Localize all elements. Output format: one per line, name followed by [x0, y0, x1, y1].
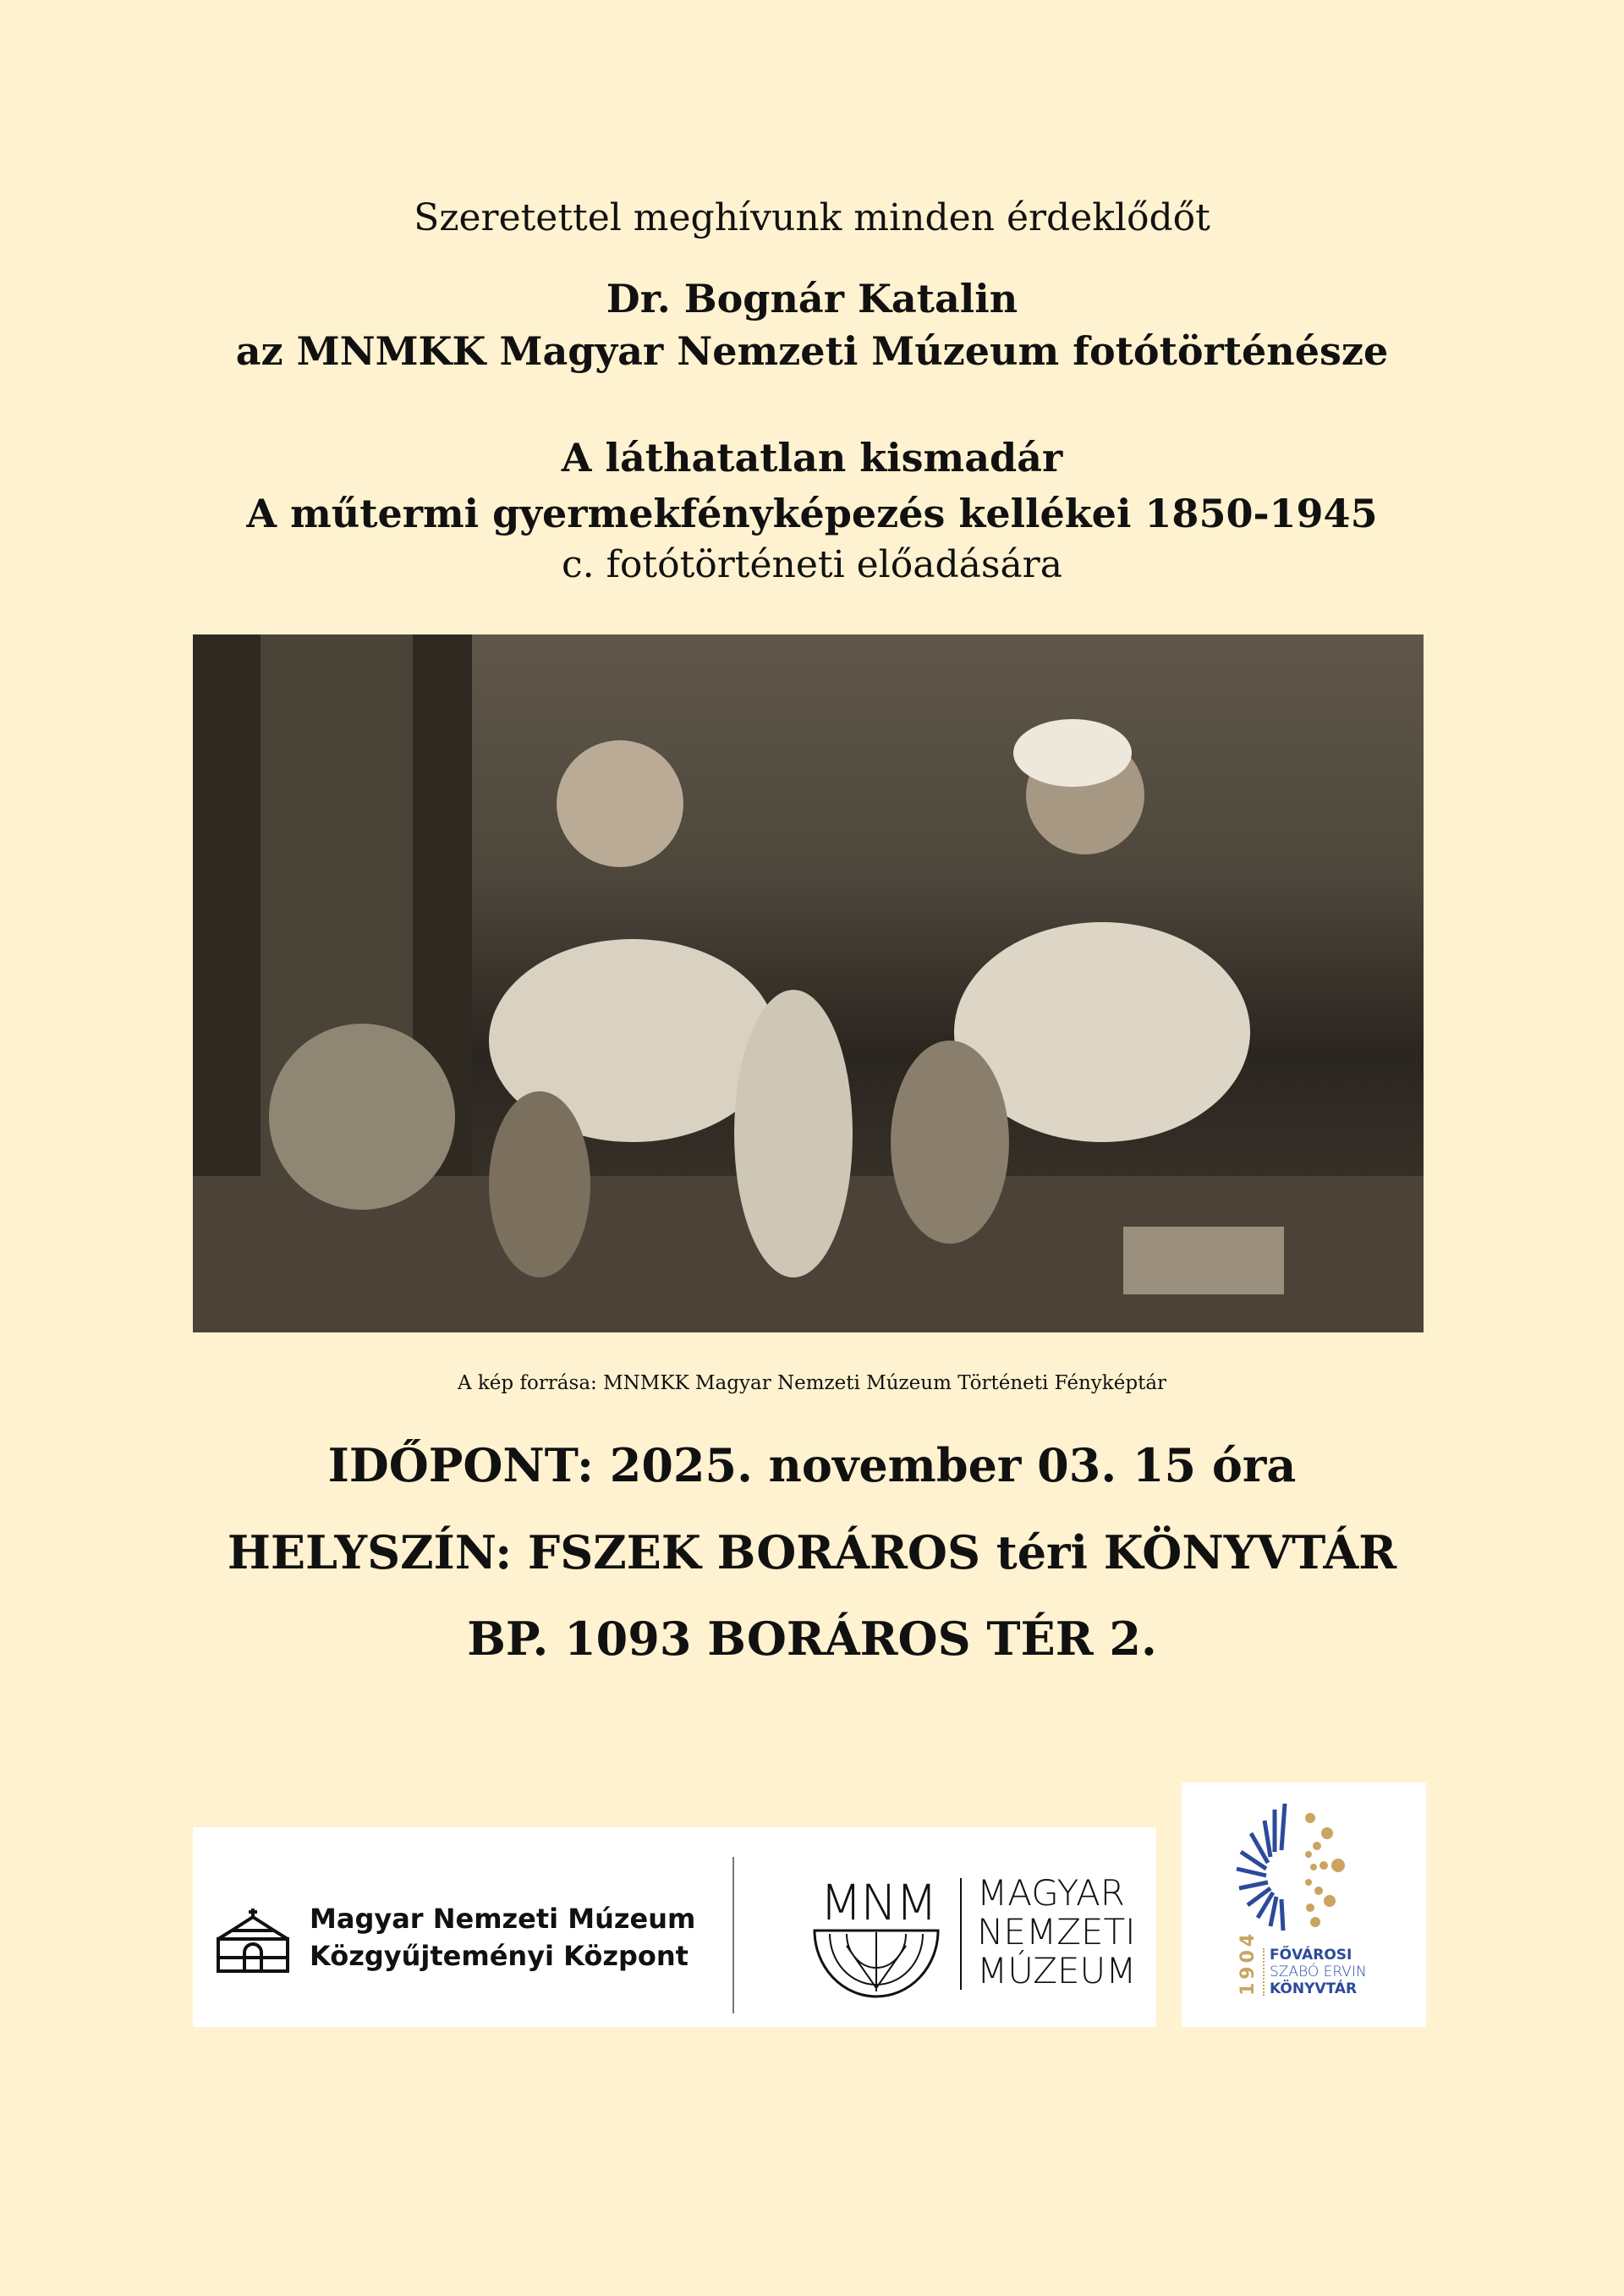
photo-caption: A kép forrása: MNMKK Magyar Nemzeti Múzeum Történeti Fényképtár	[457, 1372, 1167, 1394]
mnm-logo-line3: MÚZEUM	[977, 1950, 1137, 1991]
historic-photo-children-with-dolls	[193, 634, 1424, 1332]
fszek-logo-panel	[1182, 1782, 1426, 2027]
speaker-name: Dr. Bognár Katalin	[606, 276, 1018, 321]
mnm-logo-abbr: MNM	[820, 1874, 936, 1931]
mnmkk-logo-line1: Magyar Nemzeti Múzeum	[310, 1903, 696, 1935]
lecture-title: A láthatatlan kismadár	[561, 435, 1063, 481]
fszek-line1: FŐVÁROSI	[1270, 1947, 1352, 1964]
mnm-logo-bar	[960, 1878, 962, 1990]
event-address: BP. 1093 BORÁROS TÉR 2.	[467, 1612, 1157, 1666]
museum-logos-panel	[193, 1827, 1156, 2027]
event-time: IDŐPONT: 2025. november 03. 15 óra	[327, 1438, 1297, 1492]
mnmkk-logo-line2: Közgyűjteményi Központ	[310, 1940, 689, 1972]
invitation-text: Szeretettel meghívunk minden érdeklődőt	[414, 196, 1210, 239]
fszek-year: 1904	[1237, 1930, 1259, 1996]
fszek-line2: SZABÓ ERVIN	[1270, 1964, 1367, 1980]
fszek-divider	[1263, 1948, 1265, 1996]
speaker-role: az MNMKK Magyar Nemzeti Múzeum fotótörténésze	[235, 328, 1389, 374]
logo-divider	[732, 1857, 734, 2013]
mnm-logo-line2: NEMZETI	[977, 1911, 1136, 1953]
lecture-subtitle: A műtermi gyermekfényképezés kellékei 1850-1945	[246, 491, 1378, 536]
fszek-burst-icon	[1232, 1799, 1359, 1943]
lecture-suffix: c. fotótörténeti előadására	[562, 543, 1062, 586]
event-venue: HELYSZÍN: FSZEK BORÁROS téri KÖNYVTÁR	[227, 1525, 1397, 1579]
mnm-logo-line1: MAGYAR	[977, 1872, 1125, 1914]
mnm-emblem-icon	[813, 1929, 940, 1998]
fszek-line3: KÖNYVTÁR	[1270, 1980, 1358, 1997]
museum-building-icon	[215, 1905, 291, 1975]
